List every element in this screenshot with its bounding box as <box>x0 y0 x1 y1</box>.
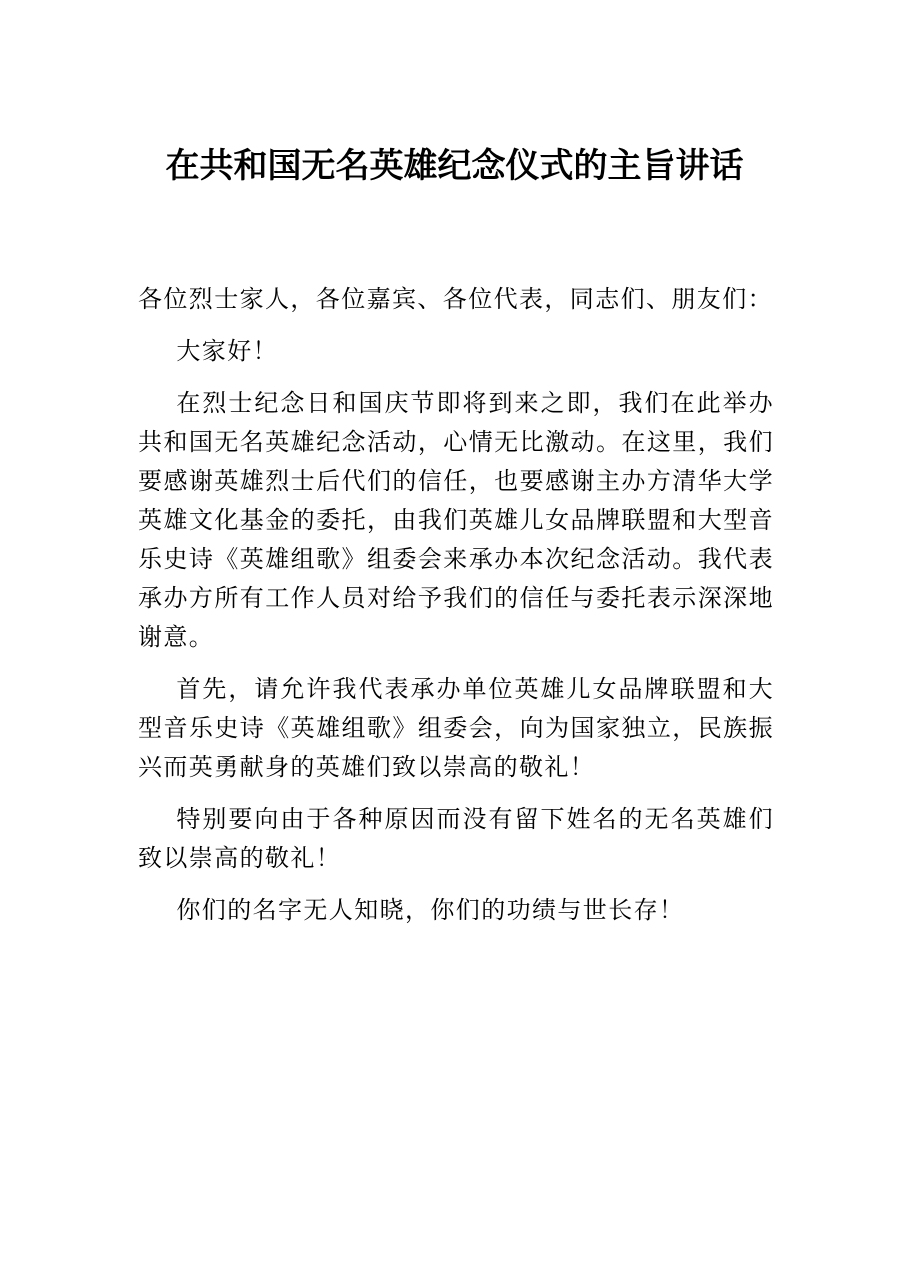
body-paragraph: 你们的名字无人知晓，你们的功绩与世长存！ <box>176 896 685 924</box>
body-paragraph: 在烈士纪念日和国庆节即将到来之即，我们在此举办共和国无名英雄纪念活动，心情无比激动。在这里，我们要感谢英雄烈士后代们的信任，也要感谢主办方清华大学英雄文化基金的委托，由我们英雄儿女品牌联盟和大型音乐史诗《英雄组歌》组委会来承办本次纪念活动。我代表承办方所有工作人员对给予我们的信任与委托表示深深地谢意。 <box>138 389 774 651</box>
salutation-paragraph: 各位烈士家人，各位嘉宾、各位代表，同志们、朋友们： <box>138 285 773 313</box>
greeting-paragraph: 大家好！ <box>176 337 278 365</box>
body-paragraph: 特别要向由于各种原因而没有留下姓名的无名英雄们致以崇高的敬礼！ <box>138 805 774 872</box>
document-title: 在共和国无名英雄纪念仪式的主旨讲话 <box>165 146 744 186</box>
body-paragraph: 首先，请允许我代表承办单位英雄儿女品牌联盟和大型音乐史诗《英雄组歌》组委会，向为国家独立，民族振兴而英勇献身的英雄们致以崇高的敬礼！ <box>138 675 774 781</box>
document-body <box>138 280 774 943</box>
